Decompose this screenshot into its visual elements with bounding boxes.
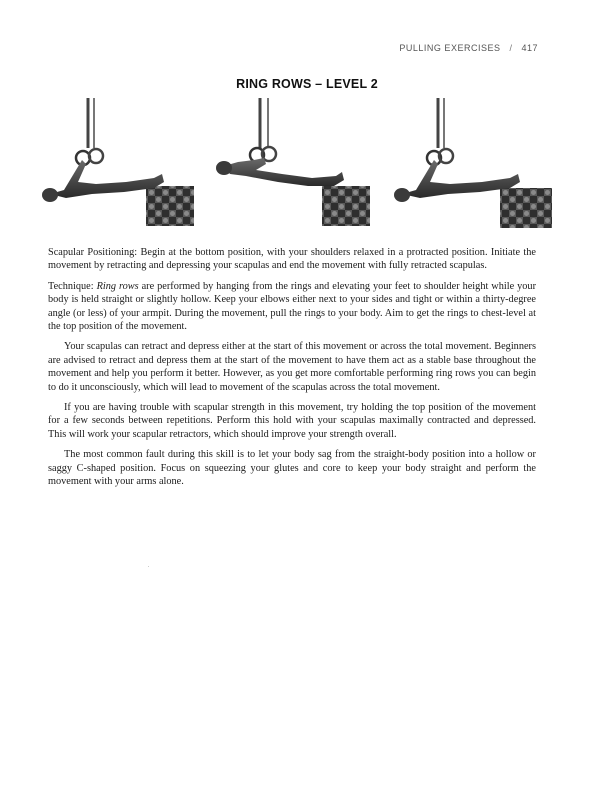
- ring-row-top-position-illustration: [212, 98, 372, 234]
- section-name: PULLING EXERCISES: [399, 43, 501, 53]
- ring-row-bottom-position-illustration: [390, 98, 556, 234]
- technique-lead: Technique:: [48, 280, 97, 292]
- header-separator: /: [509, 43, 513, 53]
- page-number: 417: [521, 43, 538, 53]
- technique-body: are performed by hanging from the rings and elevating your feet to shoulder height while your body is held straight or slightly hollow. Keep your elbows either next to your sides and tight or within a thirty-degree angle (or less) of your armpit. During the movement, pull the rings to your body. Aim to get the rings to chest-level at the top position of the movement.: [48, 280, 536, 333]
- figure-row: [36, 98, 556, 234]
- scan-speck: [148, 566, 149, 567]
- paragraph-technique: [48, 280, 536, 334]
- figure-bottom-position-1: [36, 98, 196, 234]
- running-head: [399, 43, 538, 53]
- figure-top-position: [212, 98, 372, 234]
- paragraph-common-fault: The most common fault during this skill is to let your body sag from the straight-body position into a hollow or saggy C-shaped position. Focus on squeezing your glutes and core to keep your body straight and perform the movement with your arms alone.: [48, 449, 536, 488]
- figure-bottom-position-2: [390, 98, 556, 234]
- paragraph-scapula-retraction: Your scapulas can retract and depress either at the start of this movement or across the total movement. Beginners are advised to retract and depress them at the start of the movement to have them act as a stable base throughout the movement and help you perform it better. However, as you get more comfortable performing ring rows you can begin to do it unconsciously, which will lead to movement of the scapulas across the total movement.: [48, 341, 536, 393]
- technique-term: Ring rows: [96, 280, 139, 292]
- page-title: RING ROWS – LEVEL 2: [236, 77, 378, 91]
- paragraph-scapular-positioning: Scapular Positioning: Begin at the bottom position, with your shoulders relaxed in a protracted position. Initiate the movement by retracting and depressing your scapulas and end the movement with fully retracted scapulas.: [48, 247, 536, 272]
- paragraph-scapular-strength: If you are having trouble with scapular strength in this movement, try holding the top position of the movement for a few seconds between repetitions. Perform this hold with your scapulas maximally contracted and depressed. This will work your scapular retractors, which should improve your strength overall.: [48, 402, 536, 440]
- body-text: [48, 246, 536, 496]
- ring-row-bottom-position-illustration: [36, 98, 196, 234]
